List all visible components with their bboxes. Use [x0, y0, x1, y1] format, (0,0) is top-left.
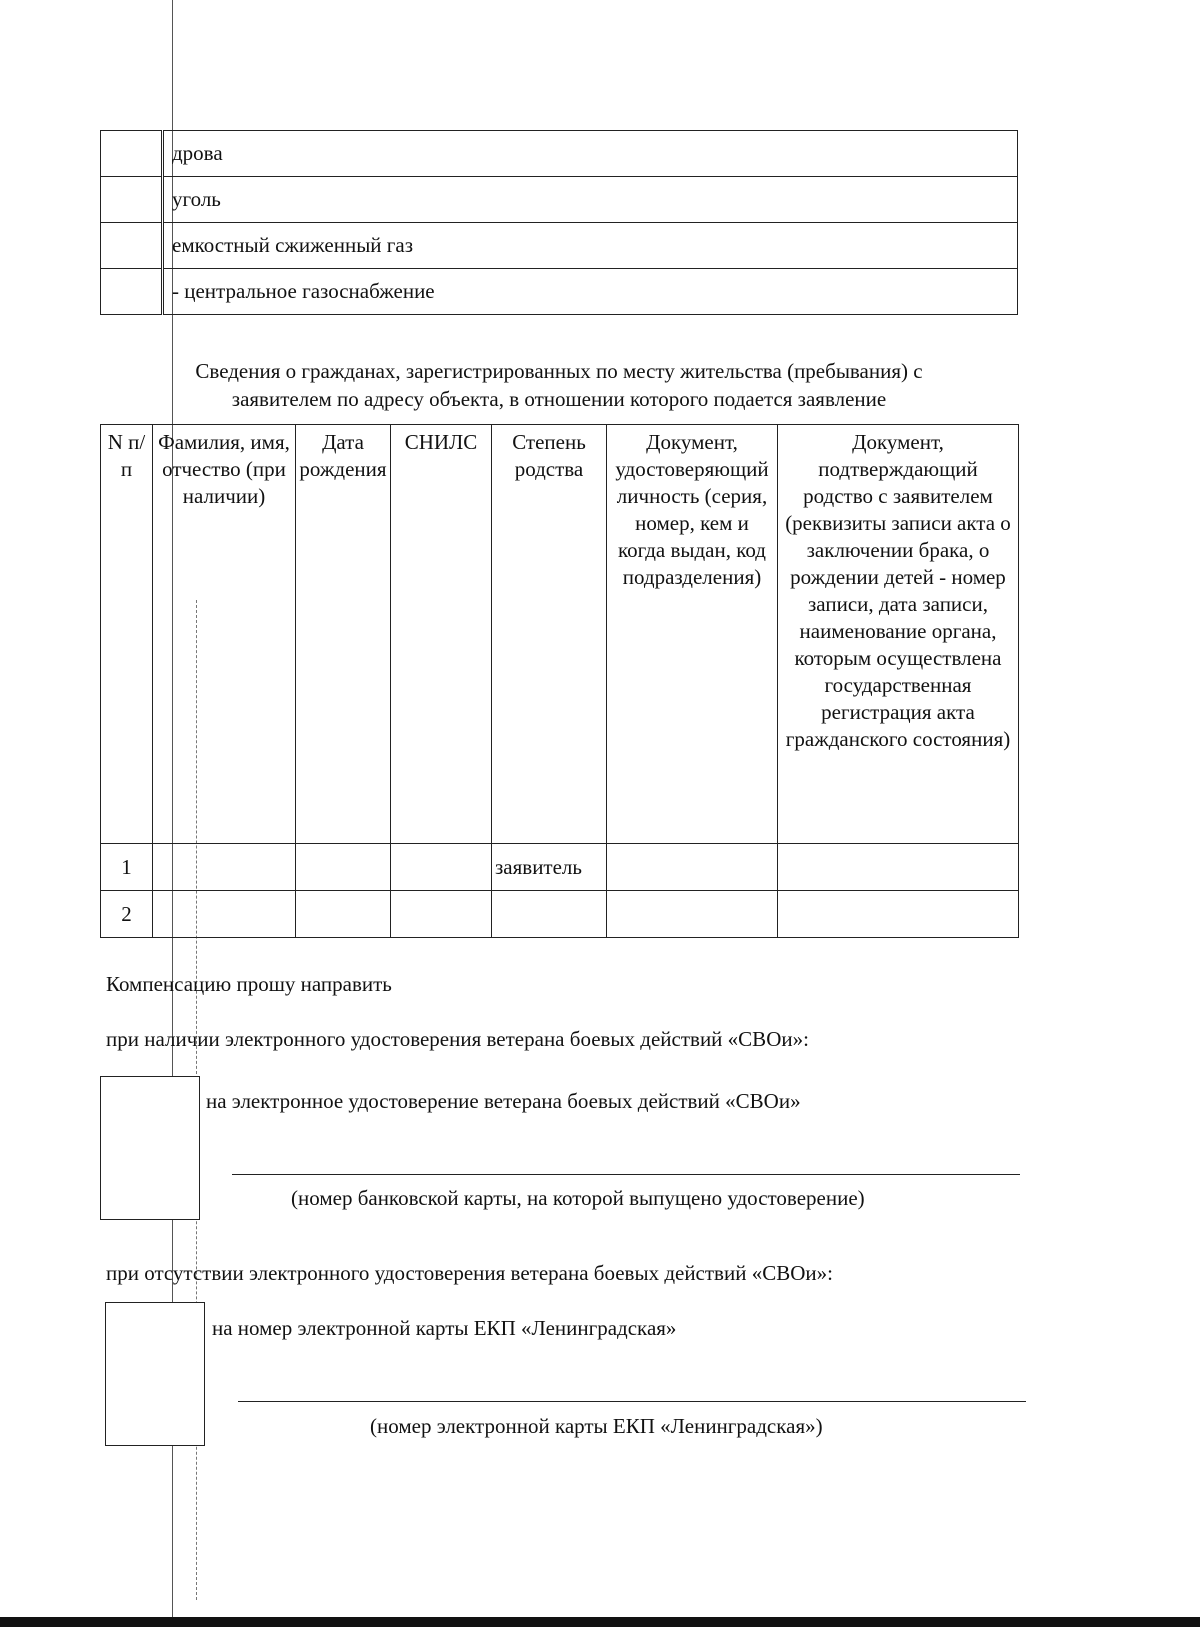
- without-certificate-checkbox[interactable]: [105, 1302, 205, 1446]
- cell-snils[interactable]: [391, 891, 492, 938]
- row-number: 2: [101, 891, 153, 938]
- heating-checkbox-cell[interactable]: [101, 131, 163, 177]
- heating-checkbox-cell[interactable]: [101, 223, 163, 269]
- table-row: [101, 844, 1019, 891]
- header-kinship: Степень родства: [492, 425, 607, 844]
- heating-option-label: - центральное газоснабжение: [163, 269, 1018, 315]
- without-certificate-option: на номер электронной карты ЕКП «Ленинградская»: [212, 1316, 677, 1340]
- header-full-name: Фамилия, имя, отчество (при наличии): [153, 425, 296, 844]
- with-certificate-condition: при наличии электронного удостоверения ветерана боевых действий «СВОи»:: [106, 1027, 809, 1051]
- cell-snils[interactable]: [391, 844, 492, 891]
- citizens-table-header: [101, 425, 1019, 844]
- cell-kinship-document[interactable]: [778, 891, 1019, 938]
- heating-option-label: уголь: [163, 177, 1018, 223]
- cell-full-name[interactable]: [153, 844, 296, 891]
- heating-option-label: дрова: [163, 131, 1018, 177]
- cell-birth-date[interactable]: [296, 891, 391, 938]
- header-kinship-document: Документ, подтверждающий родство с заявителем (реквизиты записи акта о заключении брака, о рождении детей - номер записи, дата записи, наименование органа, которым осуществлена государственная регистрация акта гражданского состояния): [778, 425, 1019, 844]
- bank-card-number-line[interactable]: [232, 1174, 1020, 1175]
- cell-full-name[interactable]: [153, 891, 296, 938]
- cell-kinship-document[interactable]: [778, 844, 1019, 891]
- citizens-title-line-2: заявителем по адресу объекта, в отношении которого подается заявление: [231, 387, 887, 411]
- with-certificate-checkbox[interactable]: [100, 1076, 200, 1220]
- heating-row: [101, 177, 1018, 223]
- cell-identity-document[interactable]: [607, 844, 778, 891]
- heating-type-table: [100, 130, 1018, 315]
- compensation-intro: Компенсацию прошу направить: [106, 972, 392, 996]
- ekp-card-number-line[interactable]: [238, 1401, 1026, 1402]
- cell-kinship[interactable]: заявитель: [492, 844, 607, 891]
- cell-kinship[interactable]: [492, 891, 607, 938]
- header-number: N п/п: [101, 425, 153, 844]
- without-certificate-condition: при отсутствии электронного удостоверения ветерана боевых действий «СВОи»:: [106, 1261, 833, 1285]
- table-row: [101, 891, 1019, 938]
- header-birth-date: Дата рождения: [296, 425, 391, 844]
- header-identity-document: Документ, удостоверяющий личность (серия, номер, кем и когда выдан, код подразделения): [607, 425, 778, 844]
- citizens-title-line-1: Сведения о гражданах, зарегистрированных по месту жительства (пребывания) с: [195, 359, 923, 383]
- scan-bottom-edge: [0, 1617, 1200, 1627]
- heating-row: [101, 131, 1018, 177]
- with-certificate-option: на электронное удостоверение ветерана боевых действий «СВОи»: [206, 1089, 801, 1113]
- heating-row: [101, 269, 1018, 315]
- citizens-section-title: [100, 357, 1018, 413]
- ekp-card-number-caption: (номер электронной карты ЕКП «Ленинградская»): [370, 1414, 823, 1438]
- header-snils: СНИЛС: [391, 425, 492, 844]
- row-number: 1: [101, 844, 153, 891]
- heating-option-label: емкостный сжиженный газ: [163, 223, 1018, 269]
- cell-birth-date[interactable]: [296, 844, 391, 891]
- heating-row: [101, 223, 1018, 269]
- bank-card-number-caption: (номер банковской карты, на которой выпущено удостоверение): [291, 1186, 865, 1210]
- heating-checkbox-cell[interactable]: [101, 269, 163, 315]
- citizens-table: [100, 424, 1019, 938]
- heating-checkbox-cell[interactable]: [101, 177, 163, 223]
- cell-identity-document[interactable]: [607, 891, 778, 938]
